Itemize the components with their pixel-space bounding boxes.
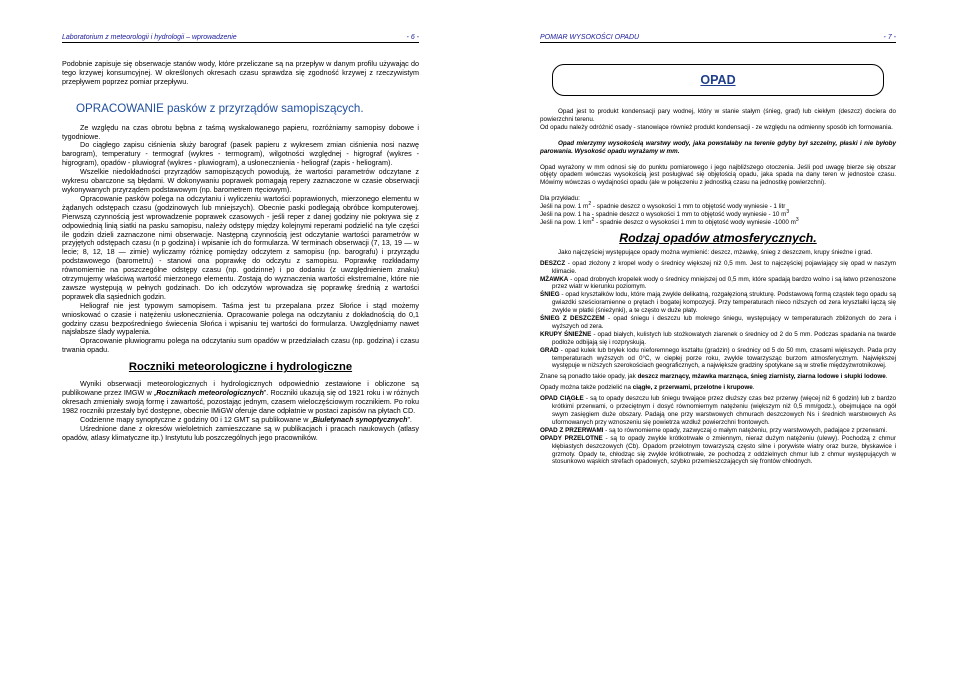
list-item: KRUPY ŚNIEŻNE - opad białych, kulistych lub stożkowatych ziarenek o średnicy od 2 do 5 mm. Podczas spadania na twarde podłoże odbijają się i rozpryskują. [540, 330, 896, 346]
paragraph-inne-opady: Znane są ponadto takie opady, jak deszcz marznący, mżawka marznąca, śnieg ziarnisty, ziarna lodowe i słupki lodowe. [540, 373, 888, 381]
paragraph-heliograf: Heliograf nie jest typowym samopisem. Taśma jest tu przepalana przez Słońce i stąd możemy wnioskować o czasie i natężeniu usłonecznienia. Opracowanie polega na odczytaniu z dokładnością do 0,1 godziny czasu bezpośredniego świecenia Słońca i wpisaniu tej wartości do formularza. Uwzględniamy nawet najsłabsze ślady wypalenia. [62, 300, 419, 337]
paragraph-barograf: Do ciągłego zapisu ciśnienia służy barograf (pasek papieru z wykresem zmian ciśnienia nosi nazwę barogram), temperatury - termograf (wykres - termogram), wilgotności względnej - higrograf (wykres - higrogram), opadów - pluwiograf (wykres - pluwiogram), a usłonecznienia - heliograf (zapis - heliogram). [62, 140, 419, 168]
paragraph-pomiar: Opad mierzymy wysokością warstwy wody, jaka powstałaby na terenie gdyby był szczelny, płaski i nie byłoby parowania. Wysokość opadu wyrażamy w mm. [540, 139, 896, 155]
right-page [540, 0, 896, 676]
opad-title-box: OPAD [552, 64, 884, 96]
roczniki-title: Rocznikach meteorologicznych [156, 388, 264, 397]
list-item: DESZCZ - opad złożony z kropel wody o średnicy większej niż 0,5 mm. Jest to najczęściej pojawiający się opad w naszym klimacie. [540, 259, 896, 275]
list-item: ŚNIEG - opad kryształków lodu, które mają zwykle delikatną, rozgałęzioną strukturę. Podstawową formą cząstek tego opadu są gwiazdki sześcioramienne o prętach i bogatej kompozycji. Przy temperaturach nieco niższych od zera kryształki łączą się zwykle w płatki (śnieżynki), a te często w duże płaty. [540, 291, 896, 315]
paragraph-samopisy: Ze względu na czas obrotu bębna z taśmą wyskalowanego papieru, rozróżniamy samopisy dobowe i tygodniowe. [62, 122, 419, 141]
list-item: MŻAWKA - opad drobnych kropelek wody o średnicy mniejszej od 0,5 mm, które spadają bardzo wolno i są łatwo przenoszone przez wiatr w kierunku poziomym. [540, 275, 896, 291]
list-item: OPAD CIĄGŁE - są to opady deszczu lub śniegu trwające przez dłuższy czas bez przerwy (więcej niż 6 godzin) lub z bardzo krótkimi przerwami, o przeciętnym i dosyć równomiernym natężeniu (większym niż 0,5 mm/godz.), obejmujące na ogół swym zasięgiem duże obszary. Padają one przy warstwowych chmurach deszczowych Ns i średnich warstwowych As uformowanych przy wznoszeniu się powietrza wzdłuż powierzchni frontowych. [540, 395, 897, 426]
example-3: Jeśli na pow. 1 $km^2$ - spadnie deszcz o wysokości 1 mm to objętość wody wyniesie -1000 $m^3$ [540, 216, 799, 226]
intro-paragraph: Podobnie zapisuje się obserwacje stanów wody, które przeliczane są na przepływ w danym profilu używając do tego krzywej konsumcyjnej. W określonych okresach czasu sprawdza się zgodność krzywej z rzeczywistym przepływem poprzez pomiar przepływu. [62, 59, 419, 86]
right-body [540, 60, 896, 466]
right-header-title: POMIAR WYSOKOŚCI OPADU [540, 34, 640, 41]
paragraph-niedokladnosci: Wszelkie niedokładności przyrządów samopiszących powodują, że wartości parametrów odczytane z wykresu obarczone są błędami. W dokonywaniu poprawek pomagają repery zaznaczone w czasie obserwacji wykonywanych przyrządem podstawowym (np. barometrem rtęciowym). [62, 167, 419, 194]
biuletyny-title: Biuletynach synoptycznych [312, 414, 408, 424]
paragraph-wydajnosc: Opad wyrażony w mm odnosi się do punktu pomiarowego i jego najbliższego otoczenia. Jeśli pod uwagę bierze się obszar objęty opadem wówczas wysokością jest posługiwać się objętością opadu, jaka spada na dany teren w jednostce czasu. Mówimy wówczas o wydajności opadu (ale w połączeniu z jednostką czasu na jednostkę powierzchni). [540, 163, 896, 187]
paragraph-roczniki: Wyniki obserwacji meteorologicznych i hydrologicznych odpowiednio zestawione i obliczone są publikowane przez IMGW w „Rocznikach meteorologicznych”. Roczniki ukazują się od 1921 roku i w różnych okresach zmieniały swoją formę i zawartość, pozostając jednym, czasem wieloczęściowym rocznikiem. Po roku 1982 roczniki przestały być dostępne, obecnie IMiGW oferuje dane odpłatnie w postaci zapisów na płytach CD. [62, 379, 420, 415]
list-item: GRAD - opad kulek lub bryłek lodu nieforemnego kształtu (gradzin) o średnicy od 5 do 50 mm, czasami większych. Pada przy temperaturach wyższych od 0°C, w ciepłej porze roku, zwykle towarzysząc burzom atmosferycznym. Największej występuje w niższych szerokościach geograficznych, a największe gradziny spotykane są w strefie międzyzwrotnikowej. [540, 346, 896, 370]
paragraph-pluwiogram: Opracowanie pluwiogramu polega na odczytaniu sum opadów w przedziałach czasu (np. godzina) i czasu trwania opadu. [62, 336, 419, 355]
opady-ciaglosc-list [540, 395, 896, 466]
list-item: OPADY PRZELOTNE - są to opady zwykle krótkotrwałe o zmiennym, nieraz dużym natężeniu (ulewy). Pochodzą z chmur kłębiastych deszczowych (Cb). Opadom przelotnym towarzyszą często silne i porywiste wiatry oraz burze, błyskawice i grzmoty. Opady te, chłodząc się zwykle krótkotrwałe, ze pochodzą z oddzielnych chmur lub z chmur występujących w stosunkowo wąskich strefach opadowych, szybko przemieszczających się frontów chłodnych. [540, 434, 896, 466]
paragraph-usrednione: Uśrednione dane z okresów wieloletnich zamieszczane są w publikacjach i pracach naukowych (atlasy opadów, atlasy klimatyczne itp.) Instytutu lub poszczególnych jego pracowników. [62, 423, 419, 442]
paragraph-mapy: Codzienne mapy synoptyczne z godziny 00 i 12 GMT są publikowane w „Biuletynach synoptycznych”. [80, 414, 412, 424]
left-page [62, 0, 419, 676]
heading-opracowanie: OPRACOWANIE pasków z przyrządów samopiszących. [76, 101, 364, 115]
opady-list [540, 260, 896, 371]
example-2: Jeśli na pow. 1 ha - spadnie deszcz o wysokości 1 mm to objętość wody wyniesie - 10 $m^3$ [540, 208, 790, 219]
heading-rodzaj-opadow: Rodzaj opadów atmosferycznych. [619, 230, 817, 245]
examples-title: Dla przykładu: [540, 195, 580, 203]
paragraph-opracowanie-paskow: Opracowanie pasków polega na odczytaniu i wyliczeniu wartości poprawionych, mierzonego elementu w żądanych odstępach czasu (godzinowych lub mniejszych). Obecnie paski podlegają obróbce komputerowej. Pierwszą czynnością jest wprowadzenie poprawek czasowych - jeśli reper z danej godziny nie pokrywa się z odpowiednią linią siatki na pasku samopisu, należy odstępy między kolejnymi reperami podzielić na tyle części ile godzin dzieli zaznaczone nimi obserwacje. Następną czynnością jest odczytanie wartości parametrów w przyjętych odstępach czasu (n p godzina) i wpisanie ich do formularza. W terminach obserwacji (7, 13, 19 — w lecie; 8, 12, 18 — zimie) wyliczamy różnicę pomiędzy odczytem z samopisu (np. barografu) i przyrządu podstawowego (barometru) - stanowi ona poprawkę do odczytu z samopisu. Poprawkę rozkładamy równomiernie na poszczególne odstępy czasu (np. godzinne) i po dodaniu (z uwzględnieniem znaku) otrzymujemy właściwą wartość mierzonego elementu. Zostają do wyznaczenia wartości ekstremalne, które nie zawsze występują w pełnych godzinach. Do ich odczytów wprowadza się poprawkę średnią z wartości poprawek dla sąsiednich godzin. [62, 193, 419, 301]
paragraph-najczestsze: Jako najczęściej występujące opady można wymienić: deszcz, mżawkę, śnieg z deszczem, krupy śnieżne i grad. [558, 248, 873, 256]
right-page-number: - 7 - [883, 34, 896, 41]
paragraph-opad-def: Opad jest to produkt kondensacji pary wodnej, który w stanie stałym (śnieg, grad) lub ciekłym (deszcz) dociera do powierzchni terenu. [540, 108, 896, 123]
paragraph-podzial: Opady można także podzielić na ciągłe, z przerwami, przelotne i krupowe. [540, 384, 755, 392]
list-item: ŚNIEG Z DESZCZEM - opad śniegu i deszczu lub mokrego śniegu, występujący w temperaturach zbliżonych do zera i wyższych od zera. [540, 315, 896, 330]
right-page-header [540, 34, 896, 43]
left-page-header [62, 34, 419, 43]
left-header-title: Laboratorium z meteorologii i hydrologii – wprowadzenie [62, 34, 237, 41]
left-body [62, 60, 419, 442]
example-1: Jeśli na pow. 1 $m^2$ - spadnie deszcz o wysokości 1 mm to objętość wody wyniesie - 1 litr [540, 201, 786, 211]
heading-roczniki: Roczniki meteorologiczne i hydrologiczne [128, 361, 353, 374]
left-page-number: - 6 - [406, 34, 419, 41]
paragraph-osady: Od opadu należy odróżnić osady - stanowiące również produkt kondensacji - ze względu na odmienny sposób ich formowania. [540, 123, 893, 131]
list-item: OPAD Z PRZERWAMI - są to równomierne opady, zazwyczaj o małym natężeniu, przy warstwowych, padające z przerwami. [540, 426, 888, 434]
